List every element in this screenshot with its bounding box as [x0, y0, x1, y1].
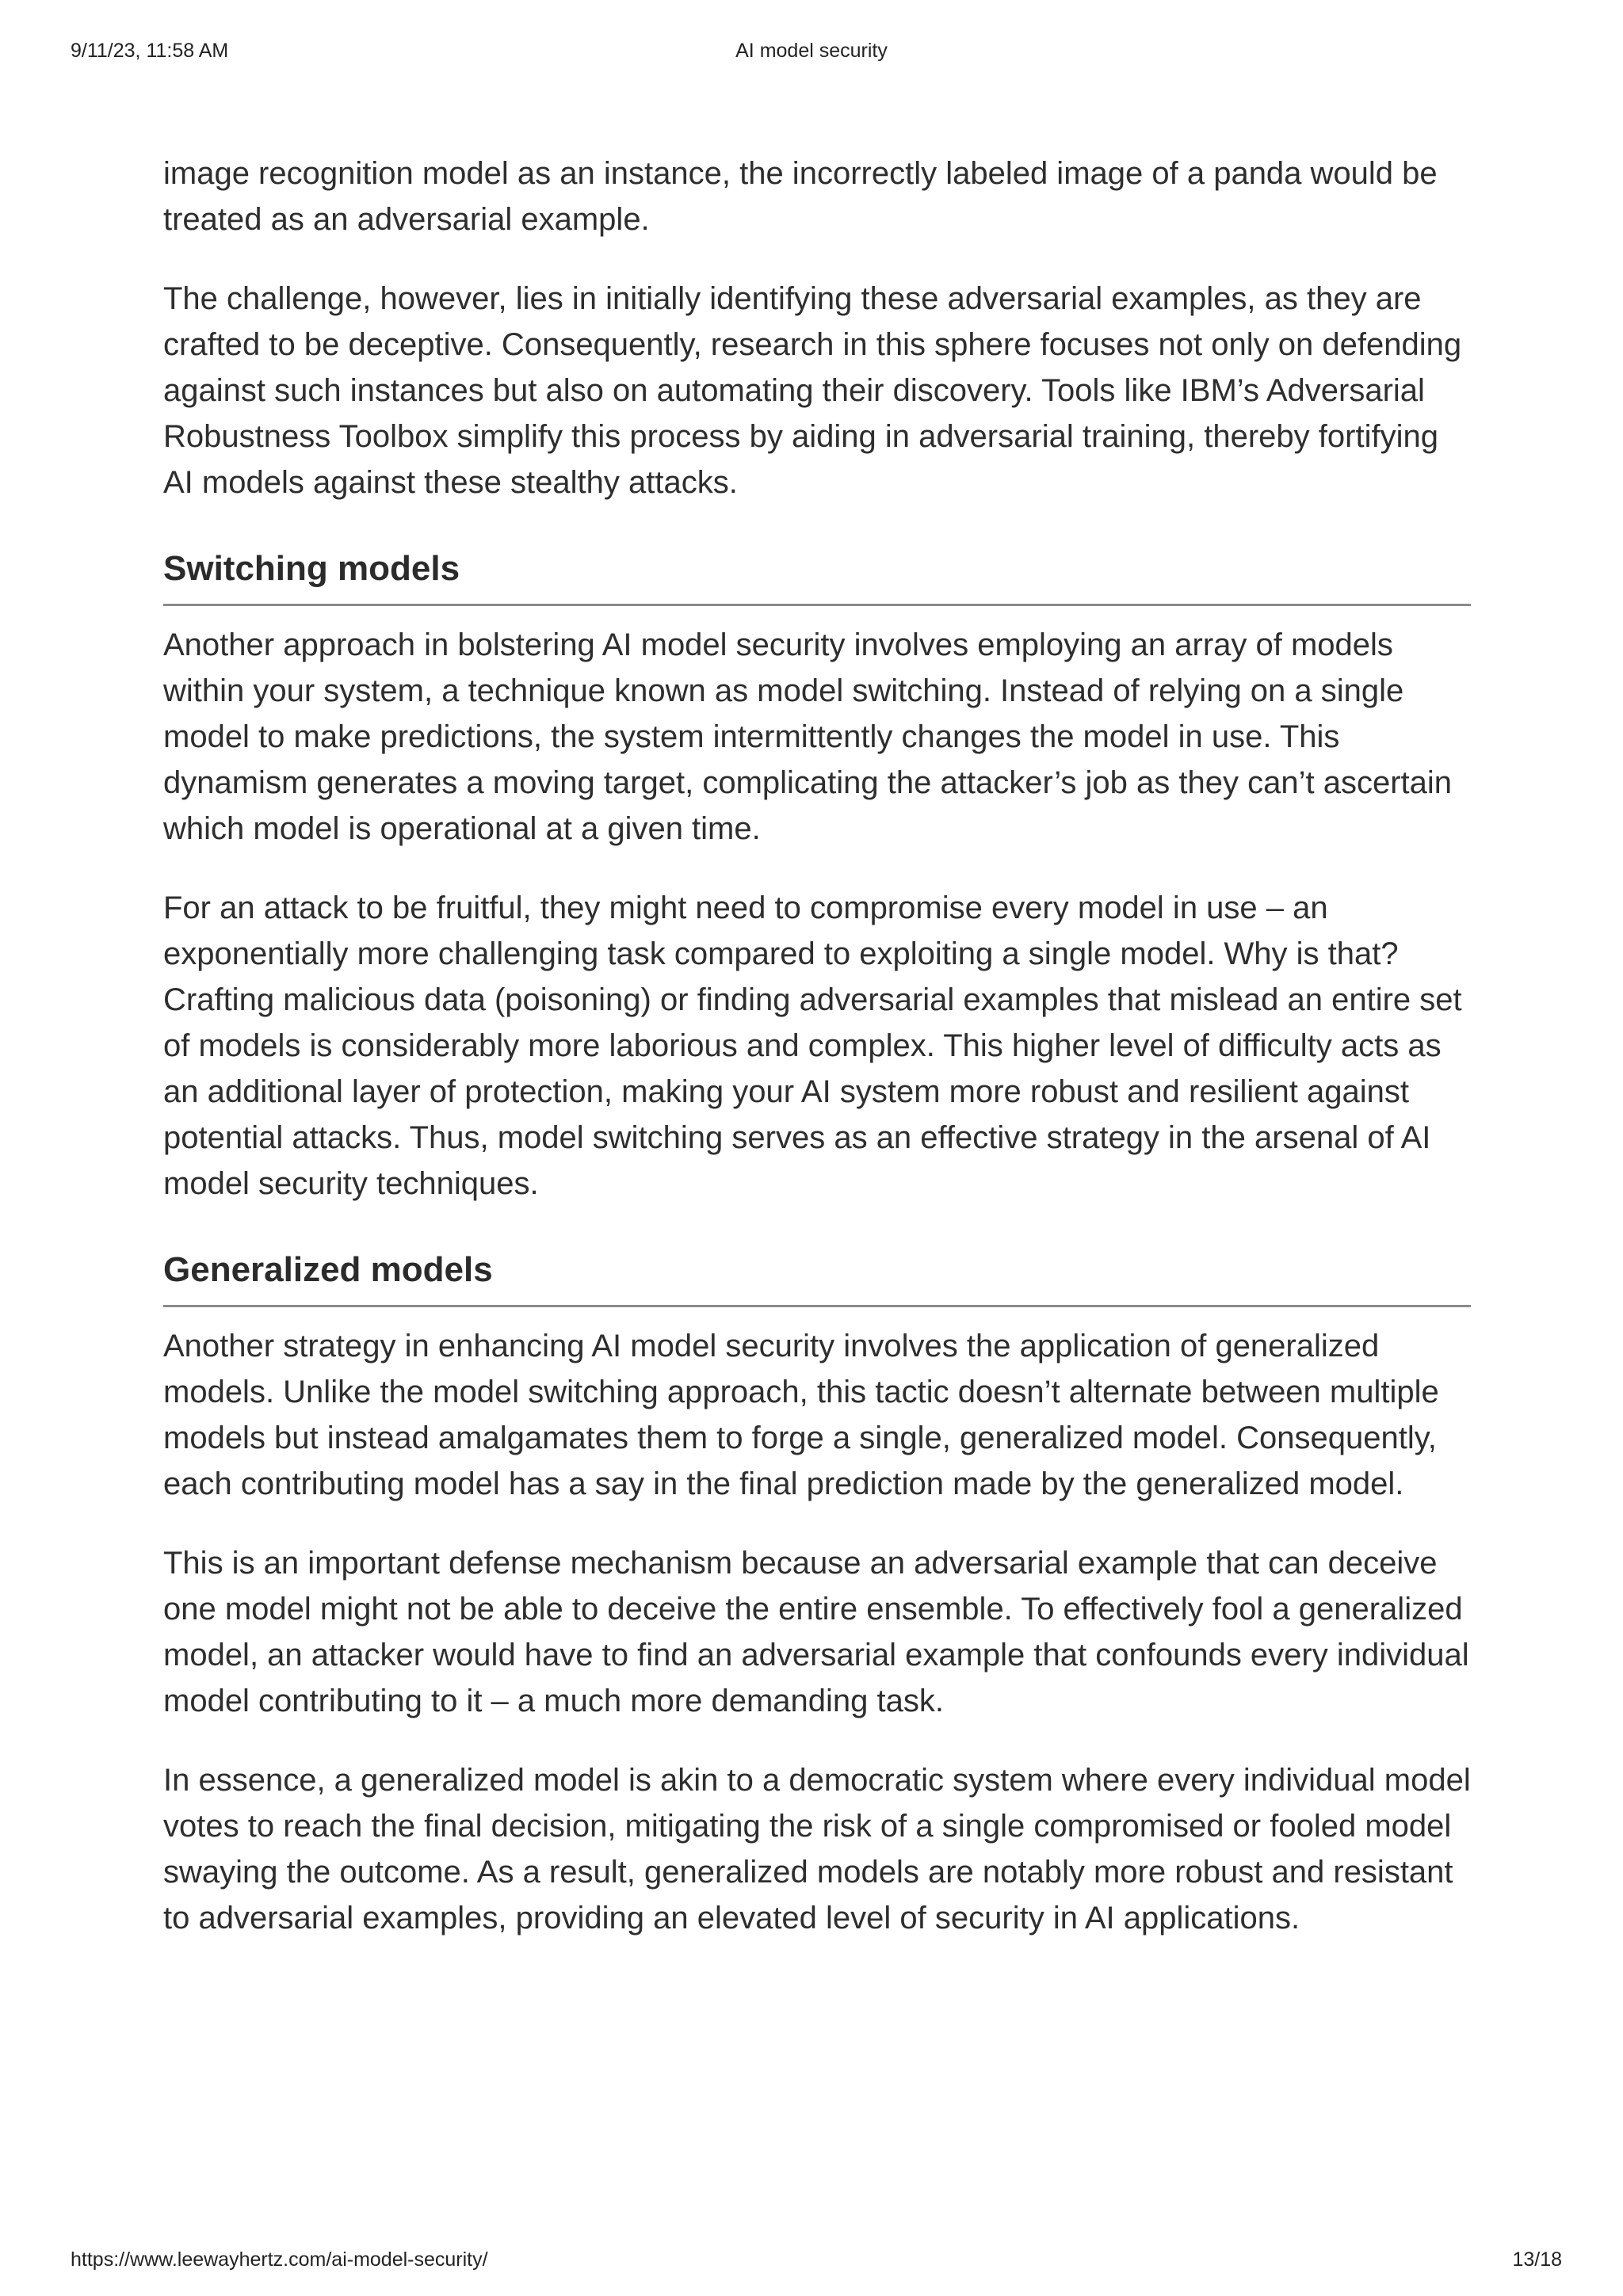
print-footer: [0, 2233, 1623, 2296]
paragraph-generalized-1: Another strategy in enhancing AI model security involves the application of generalized models. Unlike the model switching approach, this tactic doesn’t alternate between multiple models but instead amalgamates them to forge a single, generalized model. Consequently, each contributing model has a say in the final prediction made by the generalized model.: [163, 1329, 1439, 1501]
paragraph-intro-1: image recognition model as an instance, the incorrectly labeled image of a panda would be treated as an adversarial example.: [163, 156, 1438, 237]
paragraph-intro-2: The challenge, however, lies in initially identifying these adversarial examples, as they are crafted to be deceptive. Consequently, research in this sphere focuses not only on defending against such instances but also on automating their discovery. Tools like IBM’s Adversarial Robustness Toolbox simplify this process by aiding in adversarial training, thereby fortifying AI models against these stealthy attacks.: [163, 281, 1462, 500]
heading-switching-models: Switching models: [163, 545, 1471, 606]
paragraph-switching-2: For an attack to be fruitful, they might need to compromise every model in use – an exponentially more challenging task compared to exploiting a single model. Why is that? Crafting malicious data (poisoning) or finding adversarial examples that mislead an entire set of models is considerably more laborious and complex. This higher level of difficulty acts as an additional layer of protection, making your AI system more robust and resilient against potential attacks. Thus, model switching serves as an effective strategy in the arsenal of AI model security techniques.: [163, 891, 1462, 1201]
heading-generalized-models: Generalized models: [163, 1246, 1471, 1307]
article-body: [163, 151, 1471, 1941]
paragraph-switching-1: Another approach in bolstering AI model security involves employing an array of models within your system, a technique known as model switching. Instead of relying on a single model to make predictions, the system intermittently changes the model in use. This dynamism generates a moving target, complicating the attacker’s job as they can’t ascertain which model is operational at a given time.: [163, 627, 1453, 846]
print-page-number: 13/18: [1512, 2248, 1562, 2271]
paragraph-generalized-2: This is an important defense mechanism because an adversarial example that can deceive one model might not be able to deceive the entire ensemble. To effectively fool a generalized model, an attacker would have to find an adversarial example that confounds every individual model contributing to it – a much more demanding task.: [163, 1546, 1469, 1718]
paragraph-generalized-3: In essence, a generalized model is akin to a democratic system where every individual model votes to reach the final decision, mitigating the risk of a single compromised or fooled model swaying the outcome. As a result, generalized models are notably more robust and resistant to adversarial examples, providing an elevated level of security in AI applications.: [163, 1763, 1471, 1936]
print-header: [0, 0, 1623, 62]
print-page-title: AI model security: [735, 40, 888, 62]
print-source-url: https://www.leewayhertz.com/ai-model-security/: [71, 2248, 488, 2271]
print-date: 9/11/23, 11:58 AM: [71, 40, 229, 62]
